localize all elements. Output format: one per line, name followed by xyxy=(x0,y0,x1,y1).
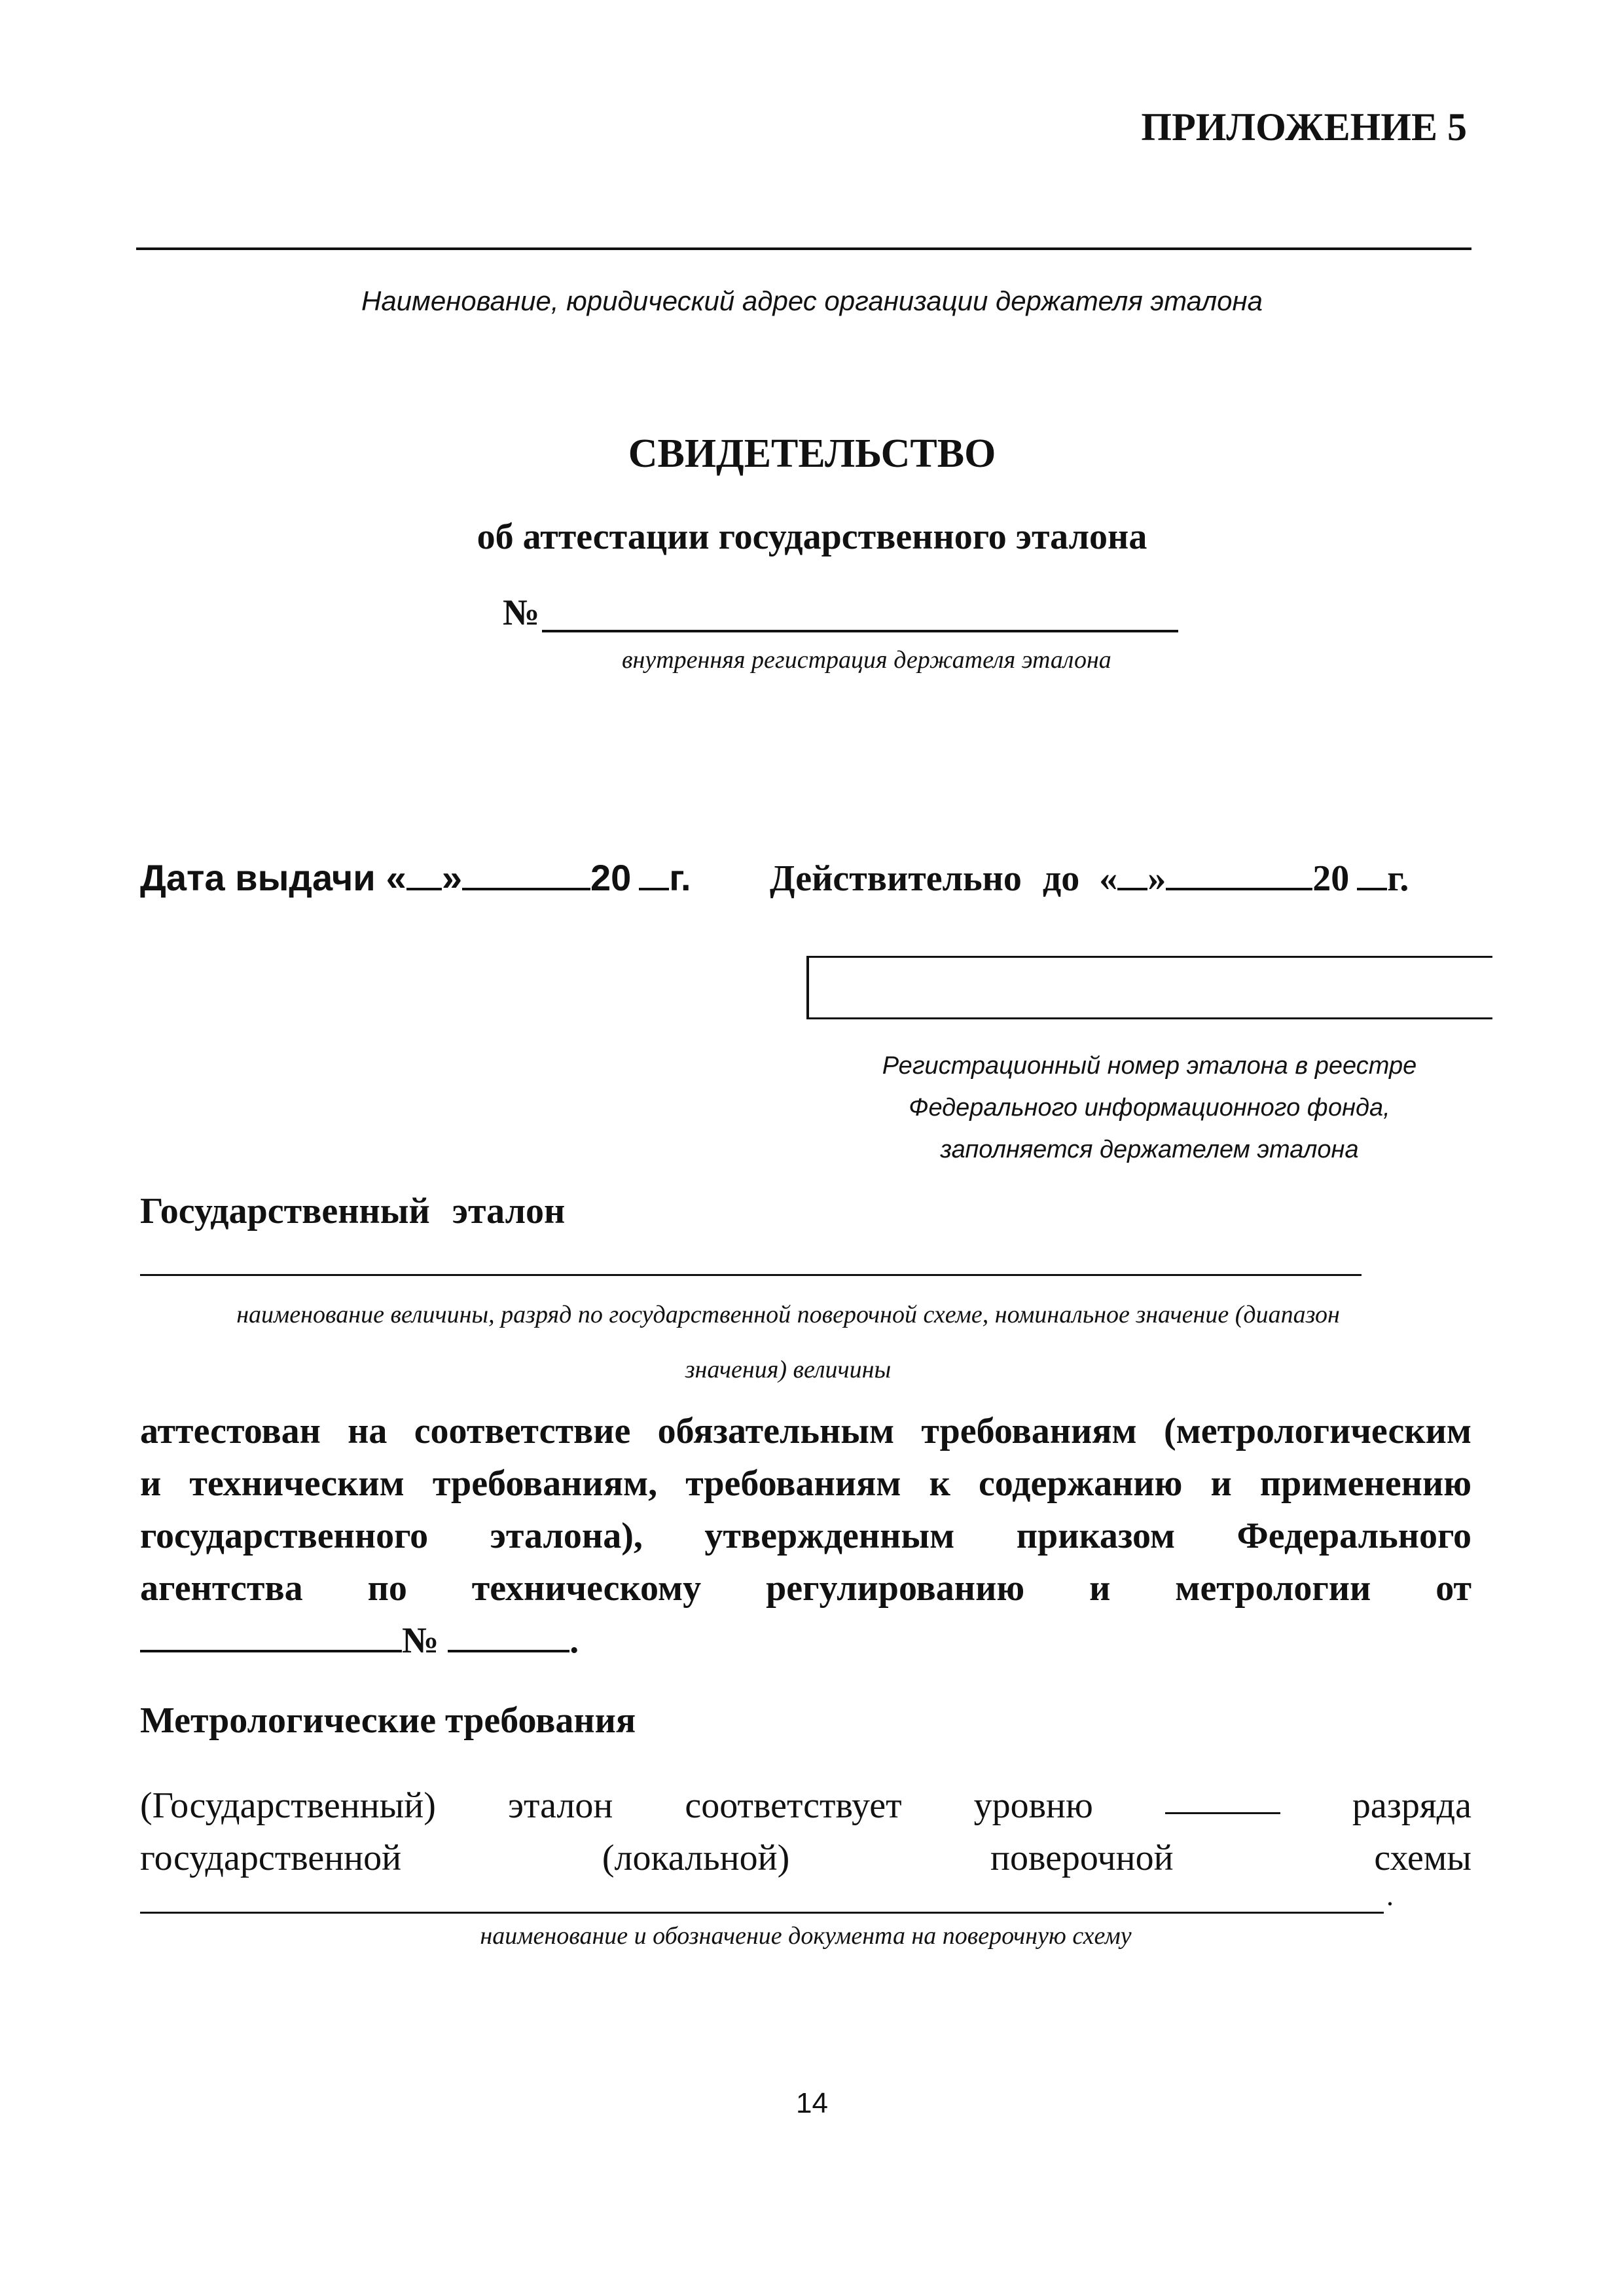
metrology-word: разряда xyxy=(1352,1785,1471,1826)
verification-document-caption: наименование и обозначение документа на поверочную схему xyxy=(480,1922,1132,1950)
certificate-number-sign: № xyxy=(503,592,540,633)
org-caption: Наименование, юридический адрес организации держателя эталона xyxy=(361,285,1263,316)
valid-until-label: Действительно до xyxy=(770,858,1080,900)
metrology-word: схемы xyxy=(1374,1838,1471,1878)
org-name-line xyxy=(136,247,1471,250)
valid-day-blank xyxy=(1117,855,1147,890)
order-number-sign: № xyxy=(402,1620,439,1661)
issue-year-blank xyxy=(639,855,669,890)
order-line-end: . xyxy=(569,1620,579,1661)
metrology-row xyxy=(140,1779,1471,1832)
valid-year-suffix: г. xyxy=(1387,858,1409,900)
valid-month-blank xyxy=(1166,855,1312,890)
order-date-blank xyxy=(140,1617,402,1652)
issue-year-prefix: 20 xyxy=(590,857,632,899)
registry-note-line: заполняется держателем эталона xyxy=(940,1136,1359,1163)
valid-open-quote: « xyxy=(1099,858,1118,900)
metrology-word: соответствует xyxy=(685,1785,902,1826)
metrology-word: государственной xyxy=(140,1838,402,1878)
issue-date-line xyxy=(140,855,691,899)
valid-year-blank xyxy=(1357,855,1387,890)
attestation-line: и техническим требованиям, требованиям к содержанию и применению xyxy=(140,1463,1471,1504)
attestation-paragraph xyxy=(140,1405,1471,1667)
issue-month-blank xyxy=(462,855,590,890)
metrology-heading: Метрологические требования xyxy=(140,1700,636,1741)
certificate-number-caption: внутренняя регистрация держателя эталона xyxy=(622,646,1111,674)
issue-date-label: Дата выдачи xyxy=(140,857,376,899)
metrology-word: эталон xyxy=(507,1785,613,1826)
registry-box-top-line xyxy=(806,956,1492,958)
standard-caption-line: значения) величины xyxy=(685,1356,892,1383)
attestation-line: агентства по техническому регулированию и метрологии от xyxy=(140,1568,1471,1609)
order-number-blank xyxy=(448,1617,569,1652)
verification-line-end: . xyxy=(1386,1880,1394,1912)
metrology-word: (локальной) xyxy=(602,1838,790,1878)
certificate-title: СВИДЕТЕЛЬСТВО xyxy=(628,431,996,476)
attestation-order-line xyxy=(140,1614,1471,1667)
verification-document-line xyxy=(140,1912,1384,1914)
registry-note-line: Федерального информационного фонда, xyxy=(909,1094,1390,1121)
appendix-label: ПРИЛОЖЕНИЕ 5 xyxy=(1141,105,1467,149)
rank-blank xyxy=(1165,1779,1280,1814)
certificate-number-line xyxy=(542,630,1178,632)
issue-day-blank xyxy=(406,855,442,890)
registry-note-line: Регистрационный номер эталона в реестре xyxy=(882,1052,1417,1080)
issue-year-suffix: г. xyxy=(669,857,691,899)
metrology-word: поверочной xyxy=(990,1838,1174,1878)
attestation-line: аттестован на соответствие обязательным требованиям (метрологическим xyxy=(140,1411,1471,1451)
valid-year-prefix: 20 xyxy=(1312,858,1350,900)
standard-caption-line: наименование величины, разряд по государственной поверочной схеме, номинальное значение (диапазон xyxy=(236,1301,1340,1328)
issue-close-quote: » xyxy=(441,857,462,899)
metrology-paragraph xyxy=(140,1779,1471,1884)
registry-note xyxy=(806,1045,1492,1171)
page-number: 14 xyxy=(796,2087,828,2119)
registry-number-box xyxy=(806,956,1495,1017)
issue-open-quote: « xyxy=(386,857,406,899)
valid-until-line xyxy=(770,855,1409,900)
certificate-subtitle: об аттестации государственного эталона xyxy=(477,517,1147,557)
metrology-row xyxy=(140,1832,1471,1884)
metrology-word: уровню xyxy=(973,1785,1093,1826)
metrology-word: (Государственный) xyxy=(140,1785,436,1826)
standard-heading: Государственный эталон xyxy=(140,1191,566,1231)
registry-box-bottom-line xyxy=(806,1017,1492,1019)
attestation-line: государственного эталона), утвержденным приказом Федерального xyxy=(140,1516,1471,1556)
standard-name-line xyxy=(140,1274,1362,1276)
valid-close-quote: » xyxy=(1147,858,1166,900)
standard-caption xyxy=(140,1287,1436,1397)
